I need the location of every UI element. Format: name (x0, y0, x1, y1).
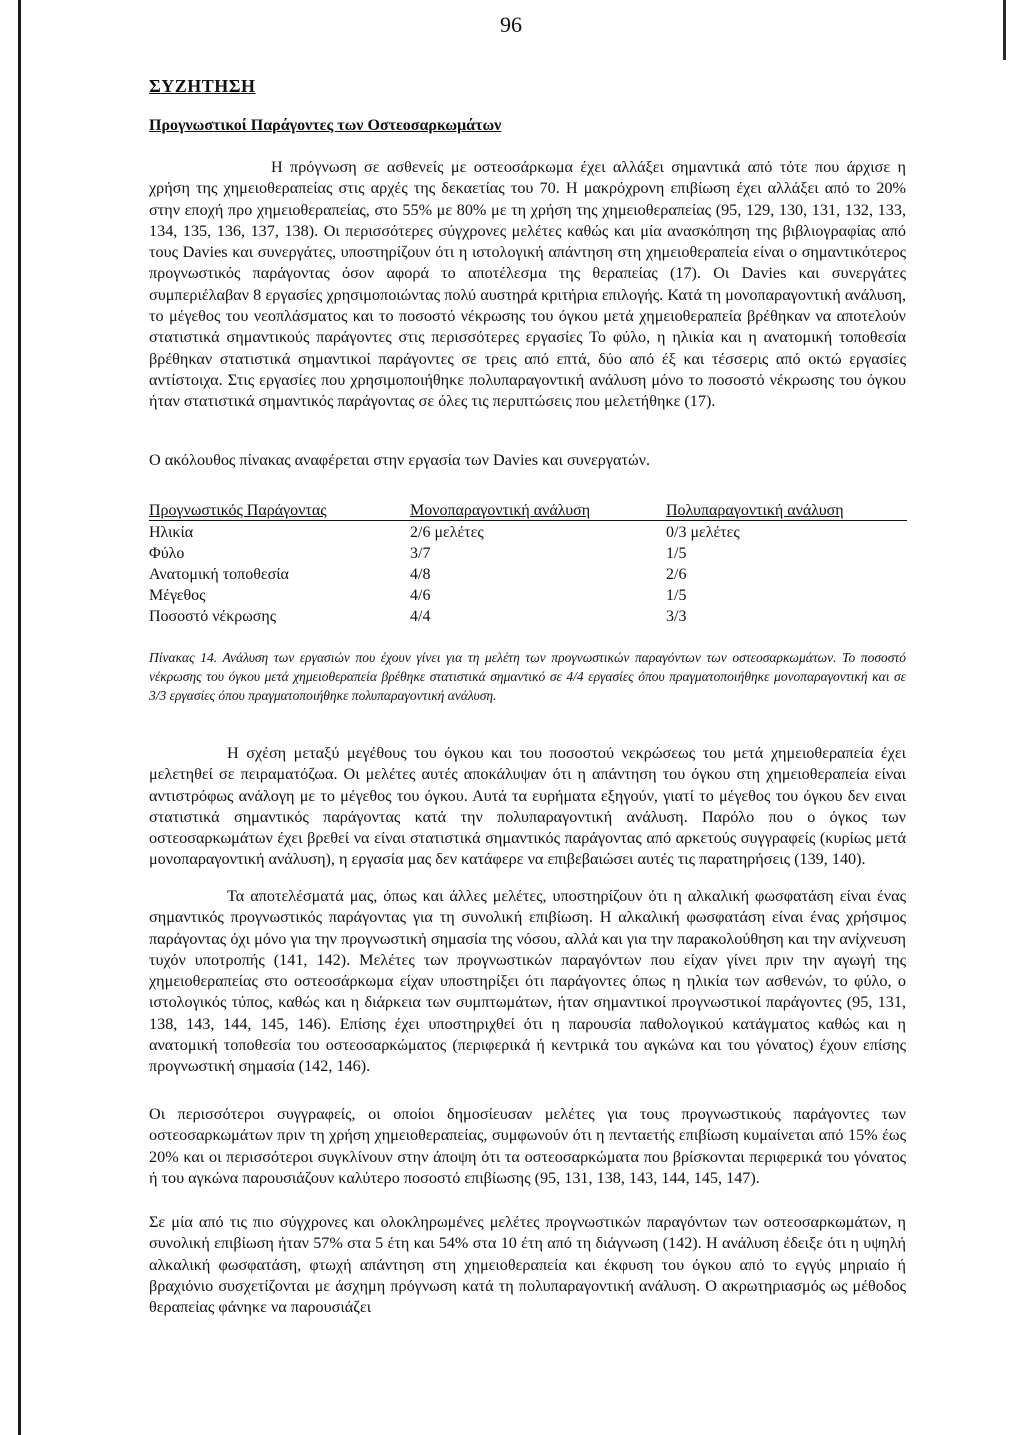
table-cell: 3/7 (410, 545, 431, 562)
section-title: ΣΥΖΗΤΗΣΗ (149, 76, 256, 96)
paragraph-6: Σε μία από τις πιο σύγχρονες και ολοκληρωμένες μελέτες προγνωστικών παραγόντων των οστεοσαρκωμάτων, η συνολική επιβίωση ήταν 57% στα 5 έτη και 54% στα 10 έτη από τη διάγνωση (142). Η ανάλυση έδειξε ότι η υψηλή αλκαλική φωσφατάση, φτωχή απάντηση στη χημειοθεραπεία και έκφυση του όγκου από το εγγύς μηριαίο ή βραχιόνιο συσχετίζονται με άσχημη πρόγνωση κατά τη πολυπαραγοντική ανάλυση. Ο ακρωτηριασμός ως μέθοδος θεραπείας φάνηκε να παρουσιάζει (149, 1213, 906, 1317)
paragraph-3: Η σχέση μεταξύ μεγέθους του όγκου και του ποσοστού νεκρώσεως του μετά χημειοθεραπεία έχει μελετηθεί σε πειραματόζωα. Οι μελέτες αυτές αποκάλυψαν ότι η απάντηση του όγκου στη χημειοθεραπεία είναι αντιστρόφως ανάλογη με το μέγεθος του όγκου. Αυτά τα ευρήματα εξηγούν, γιατί το μέγεθος του όγκου δεν ειναι στατιστικά σημαντικός παράγοντας κατά την πολυπαραγοντική ανάλυση. Παρόλο που ο όγκος των οστεοσαρκωμάτων έχει βρεθεί να είναι στατιστικά σημαντικός παράγοντας από αρκετούς συγγραφείς (κυρίως μετά μονοπαραγοντική ανάλυση), η εργασία μας δεν κατάφερε να επιβεβαιώσει αυτές τις παρατηρήσεις (139, 140). (149, 744, 906, 869)
table-cell: Ανατομική τοποθεσία (149, 566, 289, 583)
table-row (149, 605, 907, 626)
table-cell: 4/4 (410, 608, 431, 625)
table-cell: 1/5 (666, 545, 687, 562)
table-cell: 3/3 (666, 608, 687, 625)
table-cell: Ποσοστό νέκρωσης (149, 608, 277, 625)
table-header-cell: Προγνωστικός Παράγοντας (149, 499, 410, 521)
subsection-title: Προγνωστικοί Παράγοντες των Οστεοσαρκωμάτων (149, 117, 502, 134)
table-cell: 4/6 (410, 587, 431, 604)
table-header-row (149, 499, 907, 521)
table-cell: Φύλο (149, 545, 185, 562)
table-cell: 2/6 (666, 566, 687, 583)
table-row (149, 584, 907, 605)
table-cell: Ηλικία (149, 524, 194, 541)
table-cell: 1/5 (666, 587, 687, 604)
table-cell: 0/3 μελέτες (666, 524, 740, 541)
table-row (149, 521, 907, 543)
table-cell: Μέγεθος (149, 587, 206, 604)
paragraph-5: Οι περισσότεροι συγγραφείς, οι οποίοι δημοσίευσαν μελέτες για τους προγνωστικούς παράγοντες των οστεοσαρκωμάτων πριν τη χρήση χημειοθεραπείας, συμφωνούν ότι η πενταετής επιβίωση κυμαίνεται από 15% έως 20% και οι περισσότεροι συγκλίνουν στην άποψη ότι τα οστεοσαρκώματα που βρίσκονται περιφερικά του γόνατος ή του αγκώνα παρουσιάζουν καλύτερο ποσοστό επιβίωσης (95, 131, 138, 143, 144, 145, 147). (149, 1105, 906, 1187)
table-cell: 4/8 (410, 566, 431, 583)
table-row (149, 563, 907, 584)
table-header-cell: Μονοπαραγοντική ανάλυση (410, 499, 666, 521)
paragraph-1: Η πρόγνωση σε ασθενείς με οστεοσάρκωμα έχει αλλάξει σημαντικά από τότε που άρχισε η χρήση της χημειοθεραπείας στις αρχές της δεκαετίας του 70. Η μακρόχρονη επιβίωση έχει αλλάξει από το 20% στην εποχή προ χημειοθεραπείας, στο 55% με 80% με τη χρήση της χημειοθεραπείας (95, 129, 130, 131, 132, 133, 134, 135, 136, 137, 138). Οι περισσότερες σύγχρονες μελέτες καθώς και μία ανασκόπηση της βιβλιογραφίας από τους Davies και συνεργάτες, υποστηρίζουν ότι η ιστολογική απάντηση στη χημειοθεραπεία είναι ο σημαντικότερος προγνωστικός παράγοντας όσον αφορά το αποτέλεσμα της θεραπείας (17). Οι Davies και συνεργάτες συμπεριέλαβαν 8 εργασίες χρησιμοποιώντας πολύ αυστηρά κριτήρια επιλογής. Κατά τη μονοπαραγοντική ανάλυση, το μέγεθος του νεοπλάσματος και το ποσοστό νέκρωσης του όγκου μετά χημειοθεραπεία βρέθηκαν να αποτελούν στατιστικά σημαντικούς παράγοντες στις περισσότερες εργασίες Το φύλο, η ηλικία και η ανατομική τοποθεσία βρέθηκαν στατιστικά σημαντικοί παράγοντες σε τρεις από επτά, δύο από έξ και τέσσερις από οκτώ εργασίες αντίστοιχα. Στις εργασίες που χρησιμοποιήθηκε πολυπαραγοντική ανάλυση μόνο το ποσοστό νέκρωσης του όγκου ήταν στατιστικά σημαντικός παράγοντας σε όλες τις περιπτώσεις που μελετήθηκε (17). (149, 158, 906, 411)
paragraph-4: Τα αποτελέσματά μας, όπως και άλλες μελέτες, υποστηρίζουν ότι η αλκαλική φωσφατάση είναι ένας σημαντικός προγνωστικός παράγοντας για τη συνολική επιβίωση. Η αλκαλική φωσφατάση είναι ένας χρήσιμος παράγοντας όχι μόνο για την προγνωστική σημασία της νόσου, αλλά και για την παρακολούθηση και την ανίχνευση τυχόν υποτροπής (141, 142). Μελέτες των προγνωστικών παραγόντων που είχαν γίνει πριν την αγωγή της χημειοθεραπείας στο οστεοσάρκωμα είχαν υποστηρίξει ότι παράγοντες όπως η ηλικία των ασθενών, το φύλο, ο ιστολογικός τύπος, καθώς και η διάρκεια των συμπτωμάτων, ήταν σημαντικοί προγνωστικοί παράγοντες (95, 131, 138, 143, 144, 145, 146). Επίσης έχει υποστηριχθεί ότι η παρουσία παθολογικού κατάγματος καθώς και η ανατομική τοποθεσία του οστεοσαρκώματος (περιφερικά ή κεντρικά του αγκώνα και του γόνατος) έχουν επίσης προγνωστική σημασία (142, 146). (149, 887, 906, 1076)
paragraph-2: Ο ακόλουθος πίνακας αναφέρεται στην εργασία των Davies και συνεργατών. (149, 451, 651, 469)
table-header-cell: Πολυπαραγοντική ανάλυση (666, 499, 907, 521)
table-cell: 2/6 μελέτες (410, 524, 484, 541)
table-row (149, 542, 907, 563)
prognostic-factors-table (149, 499, 907, 626)
scan-edge-right (1003, 0, 1006, 60)
page-number: 96 (500, 12, 522, 37)
scan-edge-left (18, 0, 21, 1435)
table-caption: Πίνακας 14. Ανάλυση των εργασιών που έχουν γίνει για τη μελέτη των προγνωστικών παραγόντων των οστεοσαρκωμάτων. Το ποσοστό νέκρωσης του όγκου μετά χημειοθεραπεία βρέθηκε στατιστικά σημαντικό σε 4/4 εργασίες όπου πραγματοποιήθηκε μονοπαραγοντική και σε 3/3 εργασίες όπου πραγματοποιήθηκε πολυπαραγοντική ανάλυση. (149, 650, 906, 703)
